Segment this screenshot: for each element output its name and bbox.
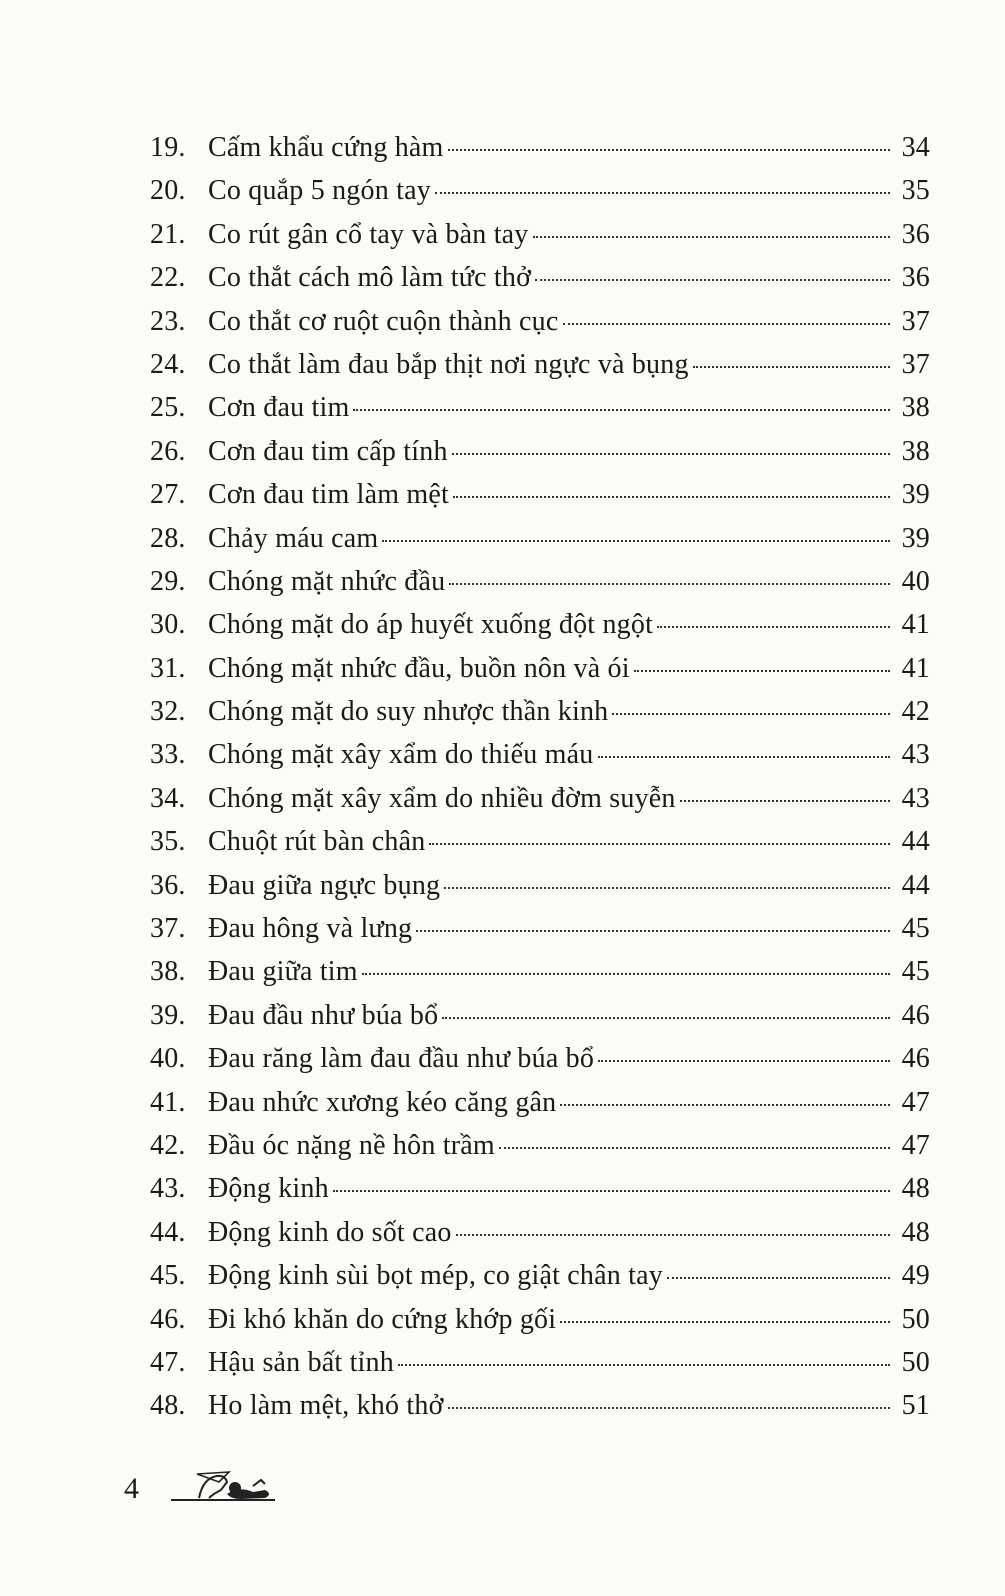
toc-entry-page: 43 — [901, 739, 930, 771]
toc-entry-number: 34. — [150, 782, 186, 814]
toc-entry-title: Chóng mặt xây xẩm do nhiều đờm suyễn — [208, 782, 676, 814]
dot-leader — [398, 1364, 890, 1366]
toc-entry-page: 49 — [901, 1260, 930, 1292]
toc-entry-page: 45 — [901, 913, 930, 945]
toc-entry — [150, 956, 930, 999]
dot-leader — [657, 626, 890, 628]
toc-entry-title: Cơn đau tim — [208, 392, 350, 424]
toc-entry — [150, 175, 930, 218]
toc-entry-number: 45. — [150, 1260, 186, 1292]
toc-entry — [150, 1347, 930, 1390]
toc-entry — [150, 479, 930, 522]
toc-entry-number: 39. — [150, 999, 186, 1031]
toc-entry — [150, 609, 930, 652]
toc-entry — [150, 392, 930, 435]
toc-entry — [150, 349, 930, 392]
toc-entry — [150, 1304, 930, 1347]
dot-leader — [535, 279, 890, 281]
toc-entry — [150, 1000, 930, 1043]
dot-leader — [429, 843, 890, 845]
toc-entry — [150, 262, 930, 305]
toc-entry — [150, 1130, 930, 1173]
toc-entry-number: 26. — [150, 435, 186, 467]
toc-entry — [150, 913, 930, 956]
dot-leader — [680, 800, 890, 802]
dot-leader — [667, 1277, 890, 1279]
toc-entry-number: 31. — [150, 652, 186, 684]
toc-entry-page: 45 — [901, 956, 930, 988]
toc-entry-number: 36. — [150, 869, 186, 901]
toc-entry — [150, 696, 930, 739]
toc-entry-page: 48 — [901, 1173, 930, 1205]
dot-leader — [362, 973, 890, 975]
toc-entry-number: 22. — [150, 262, 186, 294]
toc-entry — [150, 783, 930, 826]
toc-entry-page: 36 — [901, 218, 930, 250]
toc-entry-number: 40. — [150, 1043, 186, 1075]
toc-entry-number: 44. — [150, 1216, 186, 1248]
toc-entry-number: 23. — [150, 305, 186, 337]
toc-entry-page: 40 — [901, 565, 930, 597]
toc-entry — [150, 1390, 930, 1433]
toc-entry — [150, 1173, 930, 1216]
dot-leader — [563, 323, 891, 325]
toc-entry-title: Đau giữa tim — [208, 956, 358, 988]
toc-entry-title: Chảy máu cam — [208, 522, 379, 554]
toc-entry-page: 46 — [901, 999, 930, 1031]
dot-leader — [444, 887, 890, 889]
toc-entry-title: Đau răng làm đau đầu như búa bổ — [208, 1043, 595, 1075]
toc-entry-number: 19. — [150, 132, 186, 163]
dot-leader — [560, 1104, 890, 1106]
toc-entry-page: 41 — [901, 609, 930, 641]
dot-leader — [533, 236, 890, 238]
toc-entry — [150, 653, 930, 696]
toc-entry-number: 20. — [150, 175, 186, 207]
toc-entry — [150, 523, 930, 566]
dot-leader — [693, 366, 890, 368]
toc-entry-title: Đi khó khăn do cứng khớp gối — [208, 1303, 557, 1335]
toc-entry-page: 34 — [901, 132, 930, 163]
dot-leader — [456, 1234, 890, 1236]
toc-entry-title: Co quắp 5 ngón tay — [208, 175, 431, 207]
toc-entry-title: Co thắt cơ ruột cuộn thành cục — [208, 305, 559, 337]
toc-entry-page: 48 — [901, 1216, 930, 1248]
toc-entry-number: 47. — [150, 1346, 186, 1378]
toc-entry-page: 44 — [901, 826, 930, 858]
reclining-figure-icon — [169, 1468, 279, 1504]
toc-entry-title: Chuột rút bàn chân — [208, 826, 426, 858]
toc-entry-title: Cơn đau tim làm mệt — [208, 479, 450, 511]
dot-leader — [560, 1321, 890, 1323]
toc-entry-number: 27. — [150, 479, 186, 511]
toc-entry — [150, 826, 930, 869]
toc-entry-title: Động kinh do sốt cao — [208, 1216, 452, 1248]
dot-leader — [435, 192, 890, 194]
toc-entry-number: 42. — [150, 1129, 186, 1161]
dot-leader — [453, 496, 890, 498]
toc-entry — [150, 1087, 930, 1130]
toc-entry-page: 41 — [901, 652, 930, 684]
toc-entry-page: 43 — [901, 782, 930, 814]
toc-entry-title: Động kinh sùi bọt mép, co giật chân tay — [208, 1260, 663, 1292]
toc-entry-title: Co rút gân cổ tay và bàn tay — [208, 218, 529, 250]
dot-leader — [598, 1060, 890, 1062]
dot-leader — [382, 540, 890, 542]
toc-entry-title: Cơn đau tim cấp tính — [208, 435, 448, 467]
toc-entry — [150, 306, 930, 349]
toc-entry-title: Động kinh — [208, 1173, 329, 1205]
dot-leader — [449, 583, 890, 585]
toc-entry-page: 37 — [901, 348, 930, 380]
toc-entry — [150, 739, 930, 782]
toc-entry-number: 32. — [150, 696, 186, 728]
toc-entry-page: 50 — [901, 1303, 930, 1335]
toc-entry-number: 24. — [150, 348, 186, 380]
toc-entry-title: Đau nhức xương kéo căng gân — [208, 1086, 557, 1118]
toc-entry-title: Co thắt làm đau bắp thịt nơi ngực và bụng — [208, 348, 689, 380]
toc-entry — [150, 219, 930, 262]
toc-entry-page: 46 — [901, 1043, 930, 1075]
toc-entry — [150, 1260, 930, 1303]
toc-entry-number: 29. — [150, 565, 186, 597]
dot-leader — [448, 149, 890, 151]
toc-entry — [150, 436, 930, 479]
toc-entry-page: 38 — [901, 392, 930, 424]
dot-leader — [499, 1147, 890, 1149]
toc-entry-number: 38. — [150, 956, 186, 988]
toc-entry-page: 38 — [901, 435, 930, 467]
toc-entry-page: 36 — [901, 262, 930, 294]
toc-entry-page: 44 — [901, 869, 930, 901]
toc-entry-number: 35. — [150, 826, 186, 858]
dot-leader — [448, 1407, 890, 1409]
toc-entry-number: 41. — [150, 1086, 186, 1118]
dot-leader — [598, 756, 891, 758]
dot-leader — [416, 930, 890, 932]
toc-entry-page: 39 — [901, 479, 930, 511]
toc-entry-page: 37 — [901, 305, 930, 337]
toc-entry-title: Đau đầu như búa bổ — [208, 999, 439, 1031]
toc-entry-number: 28. — [150, 522, 186, 554]
dot-leader — [452, 453, 890, 455]
dot-leader — [612, 713, 890, 715]
toc-entry-title: Đầu óc nặng nề hôn trầm — [208, 1129, 495, 1161]
toc-entry-title: Co thắt cách mô làm tức thở — [208, 262, 532, 294]
toc-entry-page: 39 — [901, 522, 930, 554]
toc-entry-title: Cấm khẩu cứng hàm — [208, 132, 444, 163]
toc-entry-title: Chóng mặt nhức đầu — [208, 565, 446, 597]
toc-entry-page: 35 — [901, 175, 930, 207]
toc-entry-page: 47 — [901, 1086, 930, 1118]
toc-entry-title: Hậu sản bất tỉnh — [208, 1346, 394, 1378]
toc-entry — [150, 566, 930, 609]
toc-entry-number: 33. — [150, 739, 186, 771]
toc-entry — [150, 1043, 930, 1086]
toc-entry-page: 42 — [901, 696, 930, 728]
toc-entry-number: 30. — [150, 609, 186, 641]
dot-leader — [442, 1017, 890, 1019]
toc-entry — [150, 1217, 930, 1260]
toc-entry-page: 50 — [901, 1346, 930, 1378]
toc-entry-title: Chóng mặt xây xẩm do thiếu máu — [208, 739, 594, 771]
toc-entry-number: 21. — [150, 218, 186, 250]
toc-entry — [150, 870, 930, 913]
toc-entry-title: Đau giữa ngực bụng — [208, 869, 441, 901]
toc-entry-title: Chóng mặt do áp huyết xuống đột ngột — [208, 609, 654, 641]
toc-entry-title: Ho làm mệt, khó thở — [208, 1390, 444, 1422]
toc-entry — [150, 132, 930, 175]
toc-entry-title: Đau hông và lưng — [208, 913, 413, 945]
toc-entry-page: 47 — [901, 1129, 930, 1161]
toc-entry-number: 25. — [150, 392, 186, 424]
toc-entry-number: 46. — [150, 1303, 186, 1335]
table-of-contents — [150, 132, 930, 1434]
page-footer — [124, 1468, 279, 1504]
dot-leader — [353, 409, 890, 411]
toc-entry-page: 51 — [901, 1390, 930, 1422]
toc-entry-title: Chóng mặt do suy nhược thần kinh — [208, 696, 609, 728]
toc-entry-number: 37. — [150, 913, 186, 945]
dot-leader — [333, 1190, 890, 1192]
toc-entry-number: 43. — [150, 1173, 186, 1205]
toc-entry-title: Chóng mặt nhức đầu, buồn nôn và ói — [208, 652, 630, 684]
page-number: 4 — [124, 1472, 139, 1505]
toc-entry-number: 48. — [150, 1390, 186, 1422]
dot-leader — [634, 670, 890, 672]
